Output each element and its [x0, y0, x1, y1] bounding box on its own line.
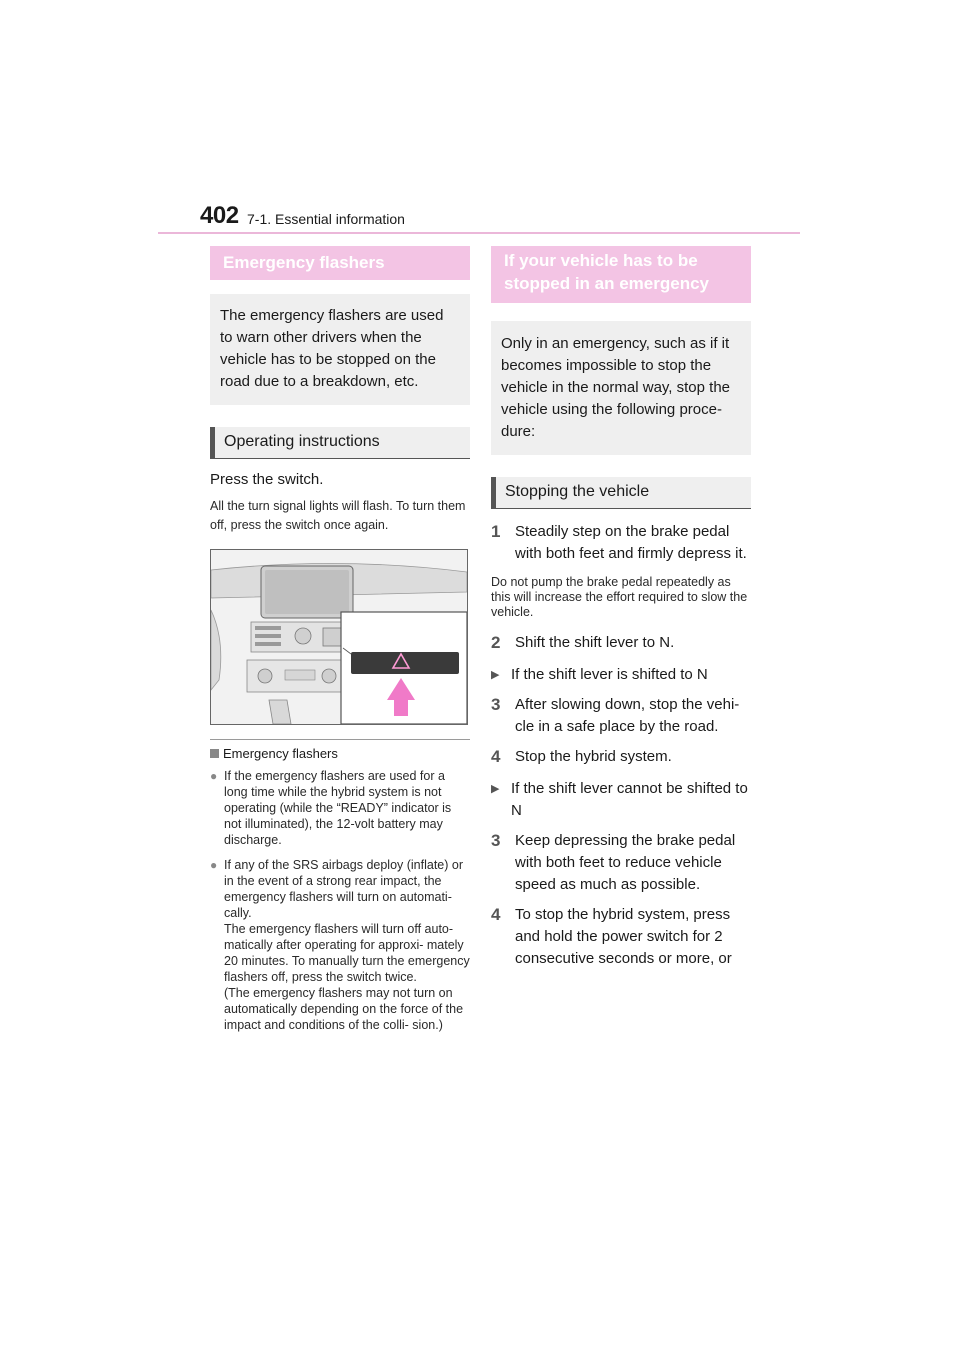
dashboard-illustration — [210, 549, 468, 725]
step-number: 3 — [491, 695, 501, 714]
emergency-intro-box: Only in an emergency, such as if it becomes impossible to stop the vehicle in the normal way, stop the vehicle using the following proce- dure: — [491, 321, 751, 455]
condition-text: If the shift lever cannot be shifted to N — [511, 780, 748, 819]
circle-bullet-icon: ● — [210, 858, 218, 872]
section-title-emergency-stop: If your vehicle has to be stopped in an emergency — [491, 246, 751, 303]
step-item — [491, 632, 751, 654]
condition-item — [491, 778, 751, 822]
step-text: After slowing down, stop the vehi- cle in a safe place by the road. — [515, 696, 740, 735]
triangle-right-icon: ▶ — [491, 783, 500, 795]
note-text: (The emergency flashers may not turn on automatically depending on the force of the impact and conditions of the colli- sion.) — [224, 986, 464, 1032]
right-column — [491, 246, 751, 970]
subhead-operating-instructions: Operating instructions — [210, 427, 470, 459]
page-number: 402 — [200, 202, 239, 229]
note-item — [210, 768, 470, 848]
note-text: If the emergency flashers are used for a long time while the hybrid system is not operating (while the “READY” indicator is not illuminated), the 12-volt battery may discharge. — [224, 769, 452, 847]
step-item — [491, 746, 751, 768]
step-number: 4 — [491, 905, 501, 924]
page-header — [200, 202, 840, 236]
note-item — [210, 857, 470, 1033]
note-text: The emergency flashers will turn off auto- matically after operating for approxi- mately 20 minutes. To manually turn the emergency flashers off, press the switch twice. — [224, 922, 470, 984]
step-text: Steadily step on the brake pedal with both feet and firmly depress it. — [515, 523, 747, 562]
section-label: 7-1. Essential information — [247, 211, 405, 227]
circle-bullet-icon: ● — [210, 769, 218, 783]
notes-divider — [210, 739, 470, 740]
condition-item — [491, 664, 751, 686]
left-column — [210, 246, 470, 1033]
step-text: Stop the hybrid system. — [515, 748, 672, 765]
intro-box: The emergency flashers are used to warn other drivers when the vehicle has to be stopped on the road due to a breakdown, etc. — [210, 294, 470, 405]
square-bullet-icon — [210, 749, 219, 758]
step-number: 1 — [491, 522, 501, 541]
section-title-emergency-flashers: Emergency flashers — [210, 246, 470, 280]
step-text: Keep depressing the brake pedal with both feet to reduce vehicle speed as much as possible. — [515, 832, 736, 893]
note-text: If any of the SRS airbags deploy (inflate) or in the event of a strong rear impact, the emergency flashers will turn on automati- cally. — [224, 858, 464, 920]
step-item — [491, 830, 751, 896]
instruction-note: All the turn signal lights will flash. To turn them off, press the switch once again. — [210, 499, 466, 532]
step-number: 4 — [491, 747, 501, 766]
step-number: 3 — [491, 831, 501, 850]
notes-title: Emergency flashers — [223, 746, 338, 761]
dashboard-drawing — [211, 550, 467, 724]
condition-text: If the shift lever is shifted to N — [511, 666, 708, 683]
instruction-text: Press the switch. — [210, 471, 324, 488]
step-item — [491, 521, 751, 565]
step-item — [491, 694, 751, 738]
subhead-stopping-vehicle: Stopping the vehicle — [491, 477, 751, 509]
notes-heading — [210, 746, 470, 761]
step-text: To stop the hybrid system, press and hold the power switch for 2 consecutive seconds or more, or — [515, 906, 732, 967]
header-rule — [158, 232, 800, 234]
step-note: Do not pump the brake pedal repeatedly as this will increase the effort required to slow the vehicle. — [491, 575, 748, 619]
triangle-right-icon: ▶ — [491, 669, 500, 681]
step-number: 2 — [491, 633, 501, 652]
step-text: Shift the shift lever to N. — [515, 634, 675, 651]
step-item — [491, 904, 751, 970]
